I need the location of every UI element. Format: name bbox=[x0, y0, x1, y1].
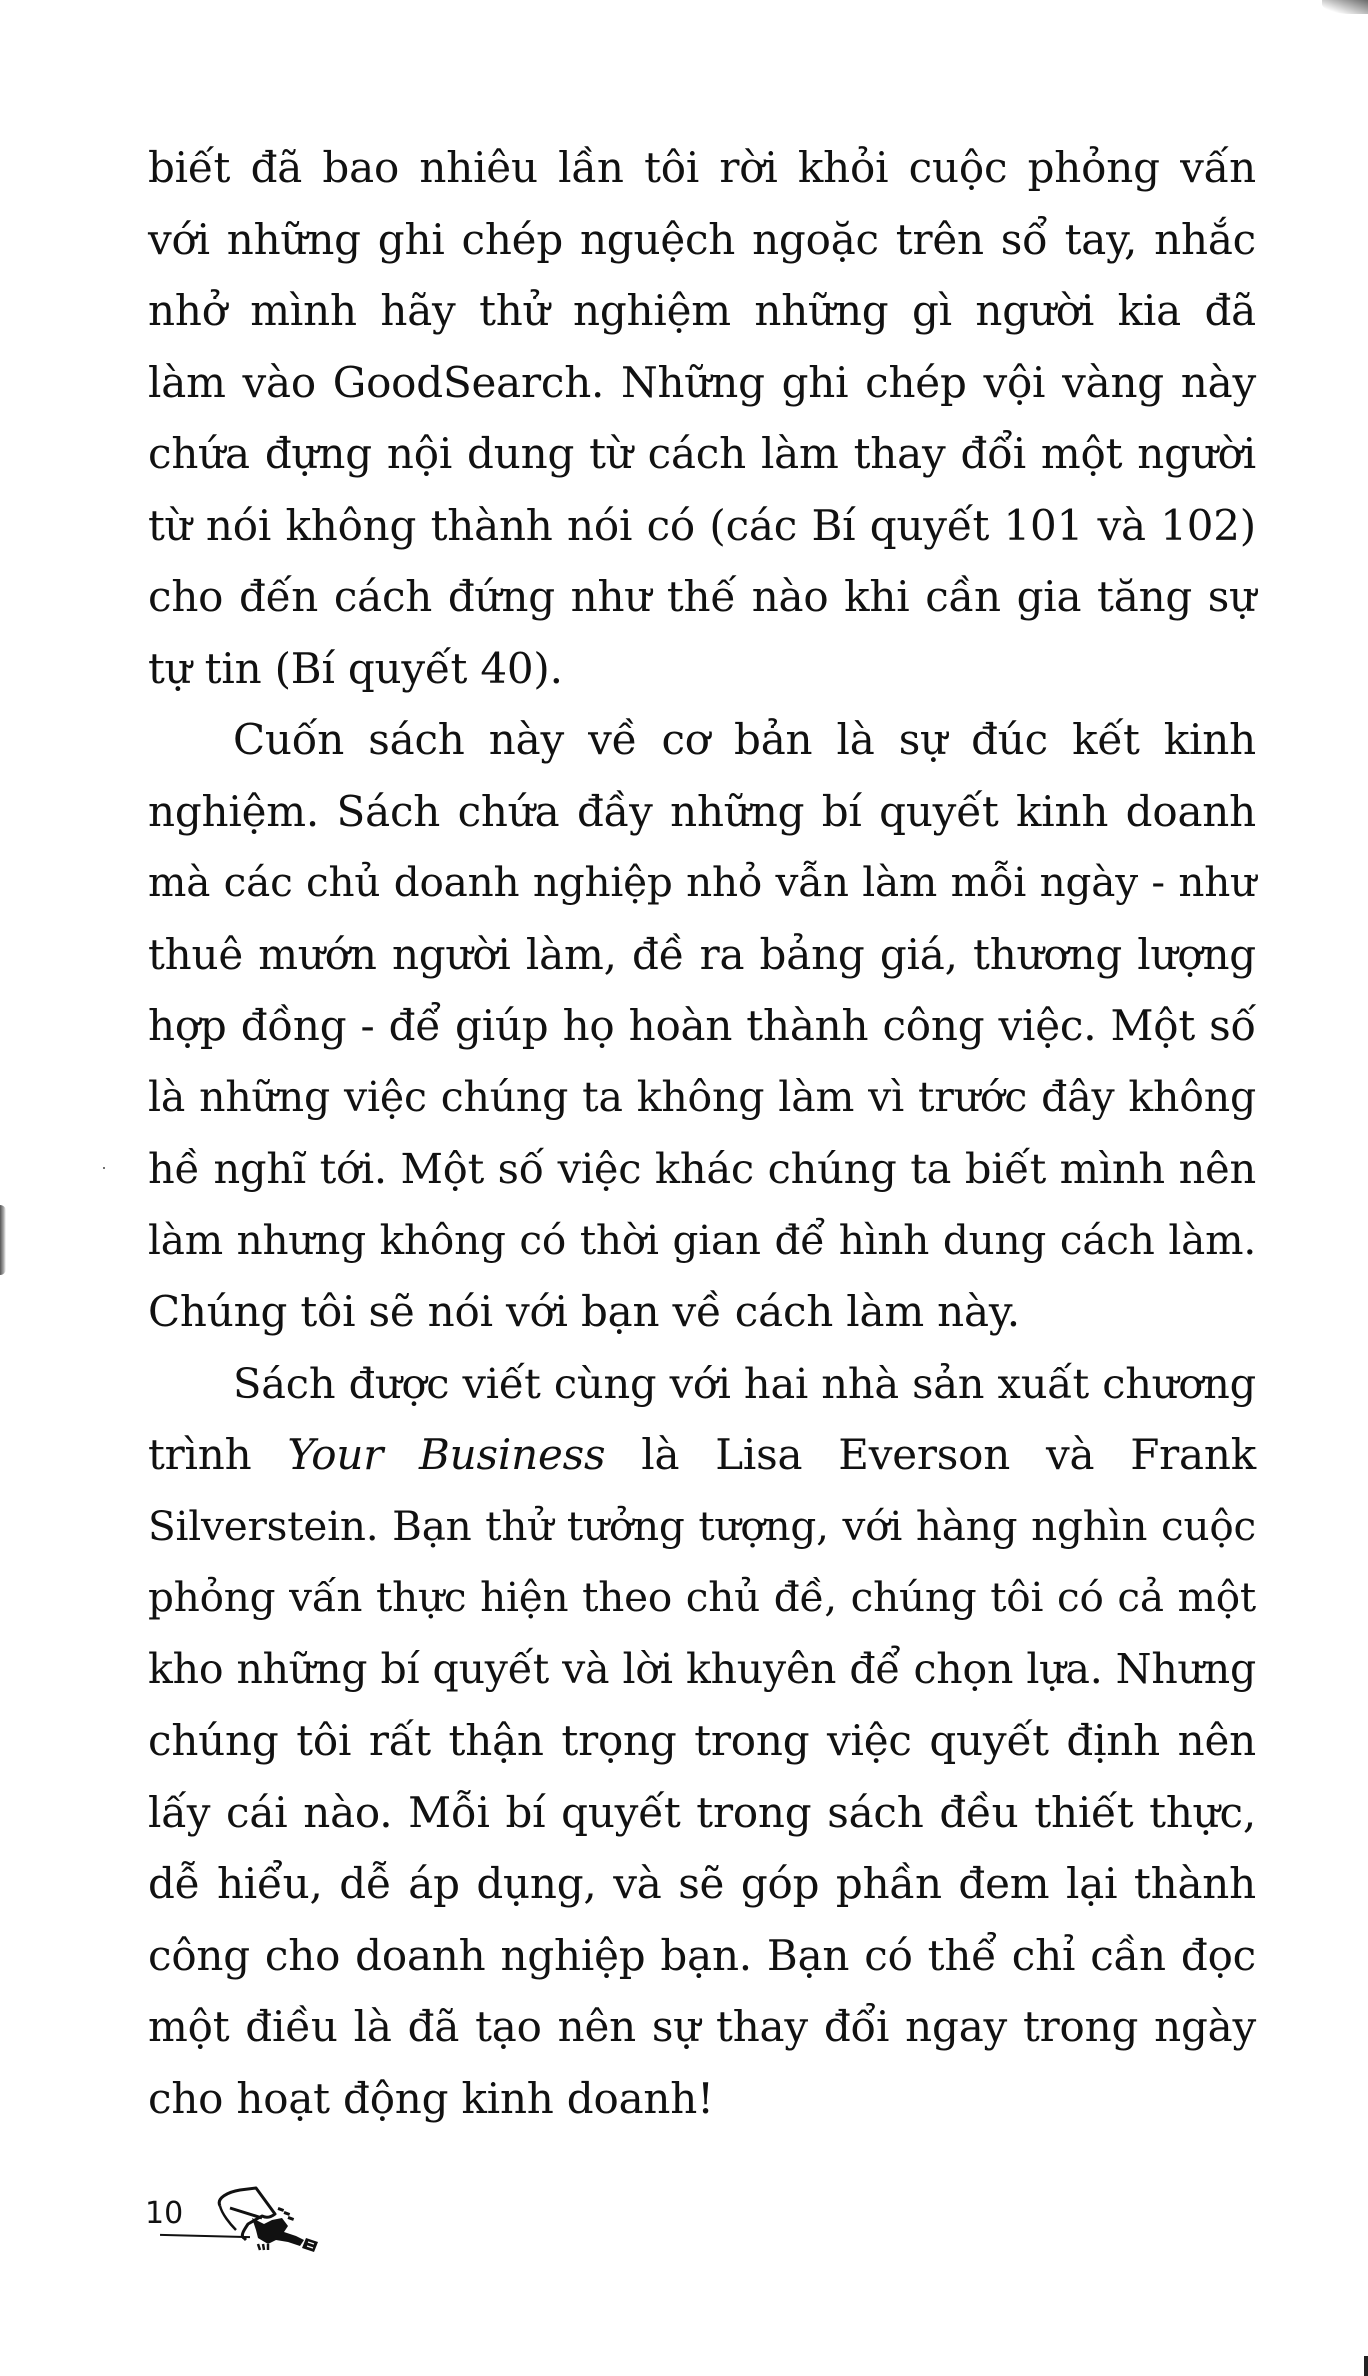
text-line: hề nghĩ tới. Một số việc khác chúng ta biết mình nên bbox=[148, 1144, 1256, 1193]
text-line: công cho doanh nghiệp bạn. Bạn có thể chỉ cần đọc bbox=[148, 1930, 1256, 1980]
text-line: Sách được viết cùng với hai nhà sản xuất chương bbox=[233, 1358, 1256, 1408]
text-line: hợp đồng - để giúp họ hoàn thành công việc. Một số bbox=[148, 1001, 1256, 1050]
paragraph-1 bbox=[148, 132, 1256, 704]
scan-speck bbox=[103, 1167, 105, 1169]
text-line: làm vào GoodSearch. Những ghi chép vội vàng này bbox=[148, 357, 1256, 407]
paragraph-2 bbox=[148, 704, 1256, 1348]
text-line: Cuốn sách này về cơ bản là sự đúc kết kinh bbox=[233, 715, 1256, 764]
text-line: một điều là đã tạo nên sự thay đổi ngay trong ngày bbox=[148, 2002, 1256, 2051]
text-line: thuê mướn người làm, đề ra bảng giá, thương lượng bbox=[148, 929, 1256, 979]
text-line: dễ hiểu, dễ áp dụng, và sẽ góp phần đem lại thành bbox=[148, 1859, 1256, 1908]
text-line: cho đến cách đứng như thế nào khi cần gia tăng sự bbox=[148, 572, 1256, 621]
text-line: nhở mình hãy thử nghiệm những gì người kia đã bbox=[148, 286, 1256, 335]
text-line: lấy cái nào. Mỗi bí quyết trong sách đều thiết thực, bbox=[148, 1787, 1256, 1837]
scan-shadow-top-right bbox=[1322, 0, 1368, 14]
text-line bbox=[148, 1419, 1256, 1491]
page-number: 10 bbox=[145, 2196, 184, 2231]
text-run: trình bbox=[148, 1430, 288, 1479]
text-line: nghiệm. Sách chứa đầy những bí quyết kinh doanh bbox=[148, 786, 1256, 836]
text-line: chúng tôi rất thận trọng trong việc quyết định nên bbox=[148, 1716, 1256, 1765]
text-line: mà các chủ doanh nghiệp nhỏ vẫn làm mỗi ngày - như bbox=[148, 858, 1256, 906]
text-line: biết đã bao nhiêu lần tôi rời khỏi cuộc phỏng vấn bbox=[148, 143, 1256, 192]
text-run: là Lisa Everson và Frank bbox=[605, 1430, 1257, 1479]
text-line: chứa đựng nội dung từ cách làm thay đổi một người bbox=[148, 429, 1256, 478]
text-line: là những việc chúng ta không làm vì trước đây không bbox=[148, 1072, 1256, 1121]
page-footer bbox=[145, 2188, 345, 2258]
scan-shadow-bottom-right bbox=[1364, 2356, 1368, 2376]
text-line: Silverstein. Bạn thử tưởng tượng, với hàng nghìn cuộc bbox=[148, 1501, 1256, 1550]
italic-title: Your Business bbox=[287, 1430, 606, 1479]
scan-shadow-left-edge bbox=[0, 1205, 6, 1275]
text-line: cho hoạt động kinh doanh! bbox=[148, 2073, 714, 2123]
text-line: Chúng tôi sẽ nói với bạn về cách làm này. bbox=[148, 1287, 1020, 1336]
body-text bbox=[148, 132, 1256, 2134]
paragraph-3 bbox=[148, 1348, 1256, 2135]
pen-writing-icon bbox=[200, 2184, 350, 2254]
text-line: tự tin (Bí quyết 40). bbox=[148, 643, 563, 693]
text-line: phỏng vấn thực hiện theo chủ đề, chúng tôi có cả một bbox=[148, 1573, 1256, 1621]
text-line: làm nhưng không có thời gian để hình dung cách làm. bbox=[148, 1215, 1256, 1264]
text-line: kho những bí quyết và lời khuyên để chọn lựa. Nhưng bbox=[148, 1644, 1256, 1693]
text-line: từ nói không thành nói có (các Bí quyết 101 và 102) bbox=[148, 500, 1256, 550]
text-line: với những ghi chép nguệch ngoặc trên sổ tay, nhắc bbox=[148, 214, 1256, 264]
